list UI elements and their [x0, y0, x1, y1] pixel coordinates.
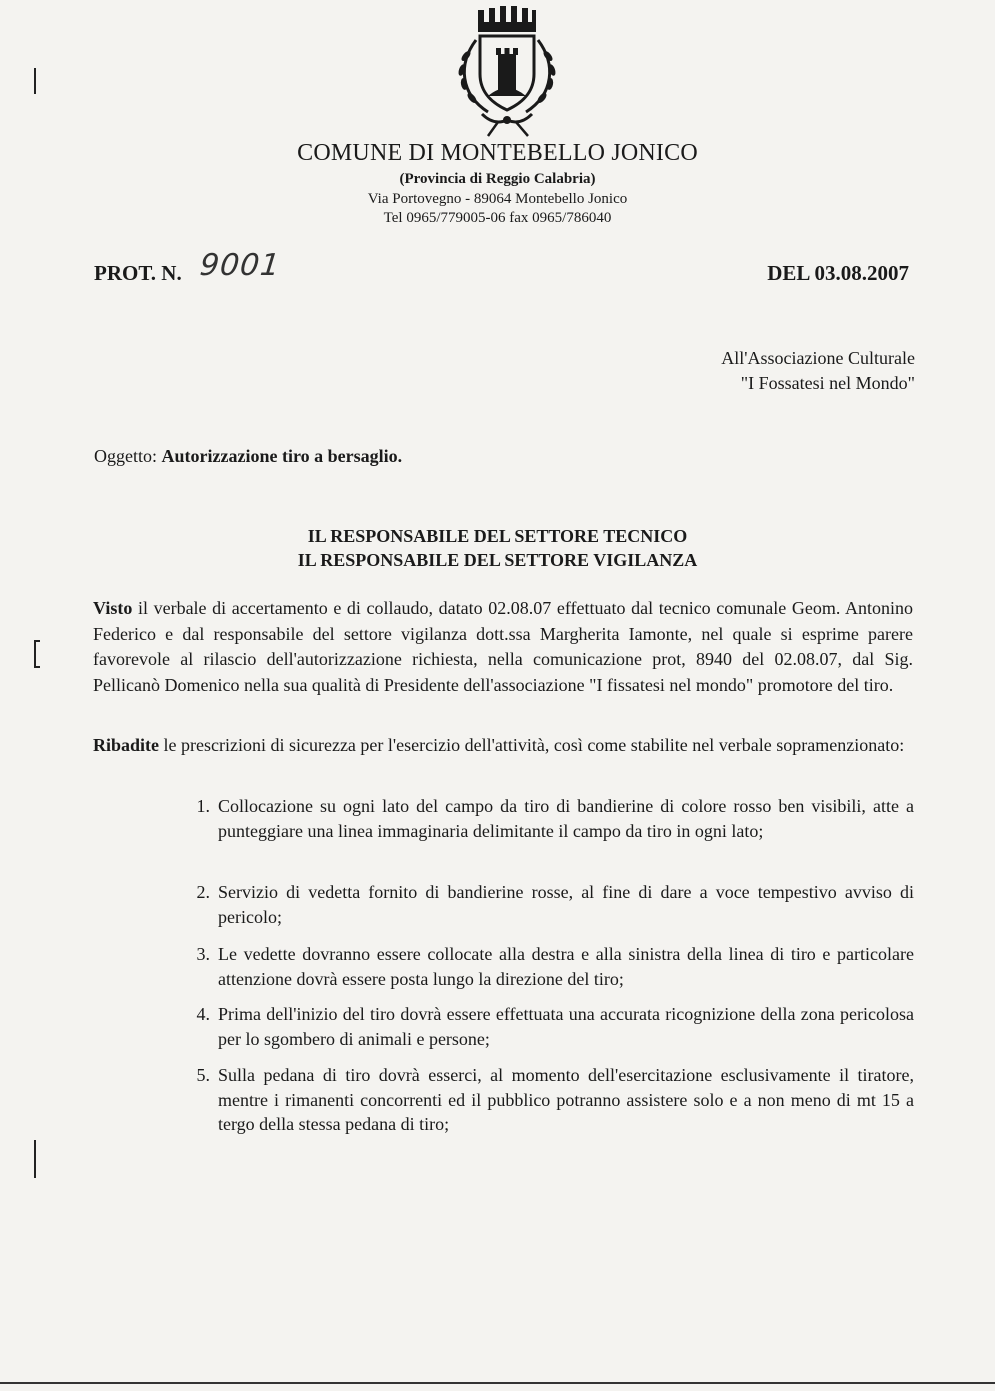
telephone: Tel 0965/779005-06 fax 0965/786040 [383, 210, 612, 226]
binder-bracket-mark [34, 640, 36, 668]
address: Via Portovegno - 89064 Montebello Jonico [367, 191, 628, 207]
paragraph-text: il verbale di accertamento e di collaudo, datato 02.08.07 effettuato dal tecnico comunale Geom. Antonino Federico e dal responsabile del settore vigilanza dott.ssa Margherita Iamonte, nel quale si esprime parere favorevole al rilascio dell'autorizzazione richiesta, nella comunicazione prot, 8940 del 02.08.07, dal Sig. Pellicanò Domenico nella sua qualità di Presidente dell'associazione "I fissatesi nel mondo" promotore del tiro. [93, 598, 913, 695]
subject-text: Autorizzazione tiro a bersaglio. [161, 446, 403, 466]
list-number: 3. [196, 944, 210, 964]
list-number: 5. [196, 1065, 210, 1085]
paragraph-lead: Ribadite [93, 735, 160, 755]
list-text: Servizio di vedetta fornito di bandierine rosse, al fine di dare a voce tempestivo avviso di pericolo; [218, 882, 914, 927]
provincia: (Provincia di Reggio Calabria) [399, 171, 596, 187]
page-bottom-rule [0, 1382, 995, 1384]
responsabili-heading [0, 524, 995, 572]
comune-name: COMUNE DI MONTEBELLO JONICO [297, 140, 698, 166]
subject-line [94, 446, 402, 467]
recipient-line-2: "I Fossatesi nel Mondo" [740, 373, 915, 393]
responsabile-vigilanza: IL RESPONSABILE DEL SETTORE VIGILANZA [297, 550, 698, 570]
list-text: Prima dell'inizio del tiro dovrà essere effettuata una accurata ricognizione della zona pericolosa per lo sgombero di animali e persone; [218, 1004, 914, 1049]
recipient-block [721, 346, 915, 396]
paragraph-text: le prescrizioni di sicurezza per l'esercizio dell'attività, così come stabilite nel verbale sopramenzionato: [163, 735, 905, 755]
list-item [188, 794, 914, 843]
list-text: Sulla pedana di tiro dovrà esserci, al momento dell'esercitazione esclusivamente il tiratore, mentre i rimanenti concorrenti ed il pubblico potranno assistere solo e a non meno di mt 15 a tergo della stessa pedana di tiro; [218, 1065, 914, 1134]
list-item [188, 880, 914, 929]
binder-mark [34, 1140, 36, 1178]
protocol-number-handwritten: 9001 [198, 248, 283, 283]
list-text: Collocazione su ogni lato del campo da tiro di bandierine di colore rosso ben visibili, atte a punteggiare una linea immaginaria delimitante il campo da tiro in ogni lato; [218, 796, 914, 841]
list-item [188, 1002, 914, 1051]
list-text: Le vedette dovranno essere collocate alla destra e alla sinistra della linea di tiro e particolare attenzione dovrà essere posta lungo la direzione del tiro; [218, 944, 914, 989]
responsabile-tecnico: IL RESPONSABILE DEL SETTORE TECNICO [307, 526, 688, 546]
list-number: 1. [196, 796, 210, 816]
paragraph-ribadite [93, 733, 913, 759]
protocol-date: DEL 03.08.2007 [767, 261, 909, 285]
paragraph-visto [93, 596, 913, 698]
subject-label: Oggetto: [94, 446, 157, 466]
recipient-line-1: All'Associazione Culturale [721, 348, 915, 368]
municipal-crest-icon [448, 4, 566, 138]
list-number: 4. [196, 1004, 210, 1024]
list-item [188, 1063, 914, 1137]
list-number: 2. [196, 882, 210, 902]
list-item [188, 942, 914, 991]
protocol-label: PROT. N. [94, 261, 182, 285]
paragraph-lead: Visto [93, 598, 133, 618]
binder-mark [34, 68, 36, 94]
